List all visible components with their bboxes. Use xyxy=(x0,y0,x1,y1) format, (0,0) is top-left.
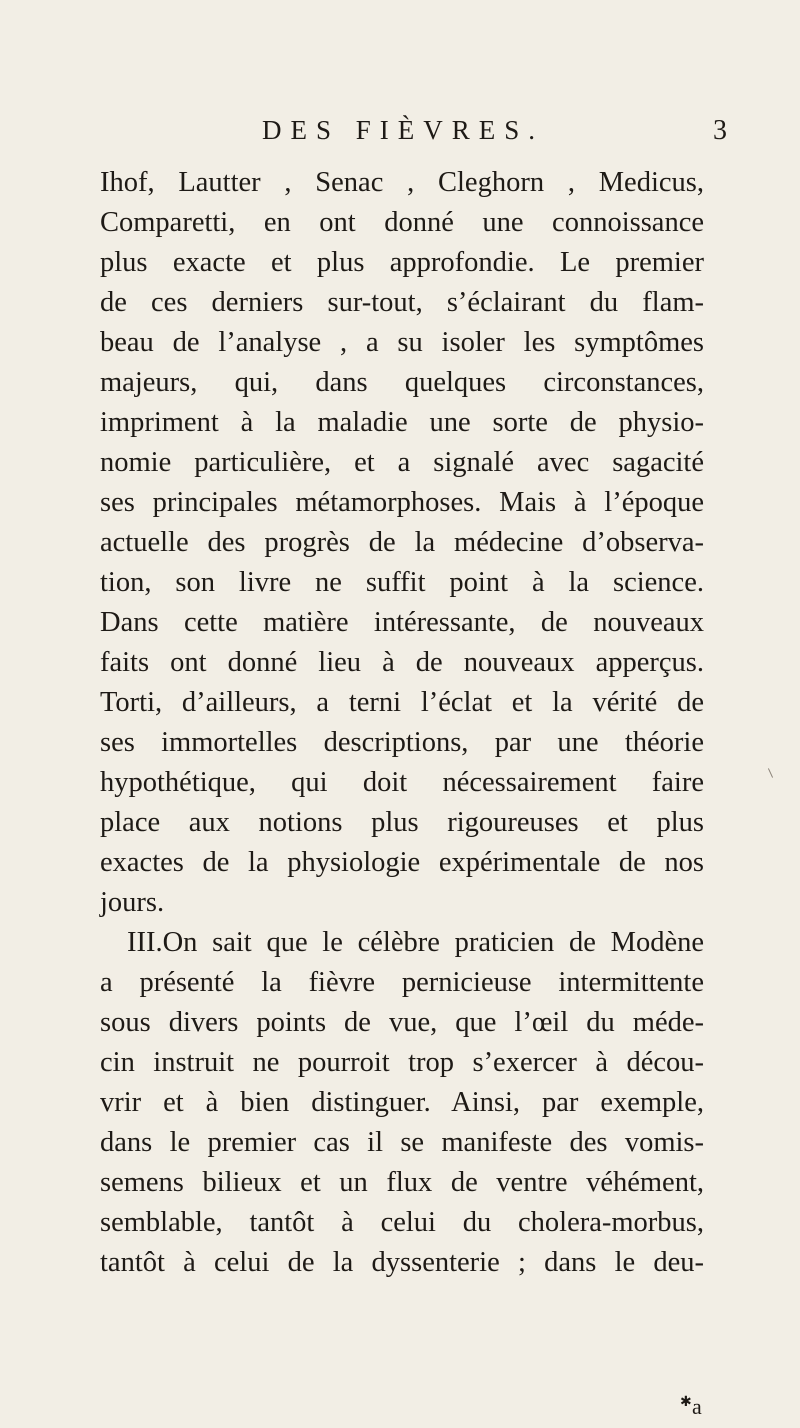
text-line: tion, son livre ne suffit point à la science. xyxy=(100,567,704,598)
signature-letter: a xyxy=(692,1394,702,1419)
text-line: semens bilieux et un flux de ventre véhément, xyxy=(100,1167,704,1198)
text-line: tantôt à celui de la dyssenterie ; dans le deu- xyxy=(100,1247,704,1278)
text-line: exactes de la physiologie expérimentale de nos xyxy=(100,847,704,878)
text-line: vrir et à bien distinguer. Ainsi, par exemple, xyxy=(100,1087,704,1118)
text-line: beau de l’analyse , a su isoler les symptômes xyxy=(100,327,704,358)
text-line: impriment à la maladie une sorte de physio- xyxy=(100,407,704,438)
text-line: nomie particulière, et a signalé avec sagacité xyxy=(100,447,704,478)
text-line: sous divers points de vue, que l’œil du méde- xyxy=(100,1007,704,1038)
text-line: hypothétique, qui doit nécessairement faire xyxy=(100,767,704,798)
text-line: jours. xyxy=(100,887,165,918)
text-line: semblable, tantôt à celui du cholera-morbus, xyxy=(100,1207,704,1238)
page-number: 3 xyxy=(713,115,727,146)
text-line: faits ont donné lieu à de nouveaux apperçus. xyxy=(100,647,704,678)
running-title: DES FIÈVRES. xyxy=(262,115,545,145)
text-line: majeurs, qui, dans quelques circonstances, xyxy=(100,367,704,398)
asterisk-icon: ✱ xyxy=(680,1394,692,1410)
signature-mark xyxy=(0,1390,800,1424)
text-line: de ces derniers sur-tout, s’éclairant du flam- xyxy=(100,287,704,318)
text-line: ses immortelles descriptions, par une théorie xyxy=(100,727,704,758)
running-head xyxy=(0,115,800,155)
text-line: plus exacte et plus approfondie. Le premier xyxy=(100,247,704,278)
text-line: Ihof, Lautter , Senac , Cleghorn , Medicus, xyxy=(100,167,704,198)
text-line: a présenté la fièvre pernicieuse intermittente xyxy=(100,967,704,998)
text-line: Comparetti, en ont donné une connoissance xyxy=(100,207,704,238)
text-line: ses principales métamorphoses. Mais à l’époque xyxy=(100,487,704,518)
text-line: cin instruit ne pourroit trop s’exercer à décou- xyxy=(100,1047,704,1078)
text-line: dans le premier cas il se manifeste des vomis- xyxy=(100,1127,704,1158)
text-line: Torti, d’ailleurs, a terni l’éclat et la vérité de xyxy=(100,687,704,718)
text-line: Dans cette matière intéressante, de nouveaux xyxy=(100,607,704,638)
text-line: place aux notions plus rigoureuses et plus xyxy=(100,807,704,838)
text-line: actuelle des progrès de la médecine d’observa- xyxy=(100,527,704,558)
margin-mark xyxy=(768,768,773,777)
section-start-line: III.On sait que le célèbre praticien de Modène xyxy=(127,927,704,958)
